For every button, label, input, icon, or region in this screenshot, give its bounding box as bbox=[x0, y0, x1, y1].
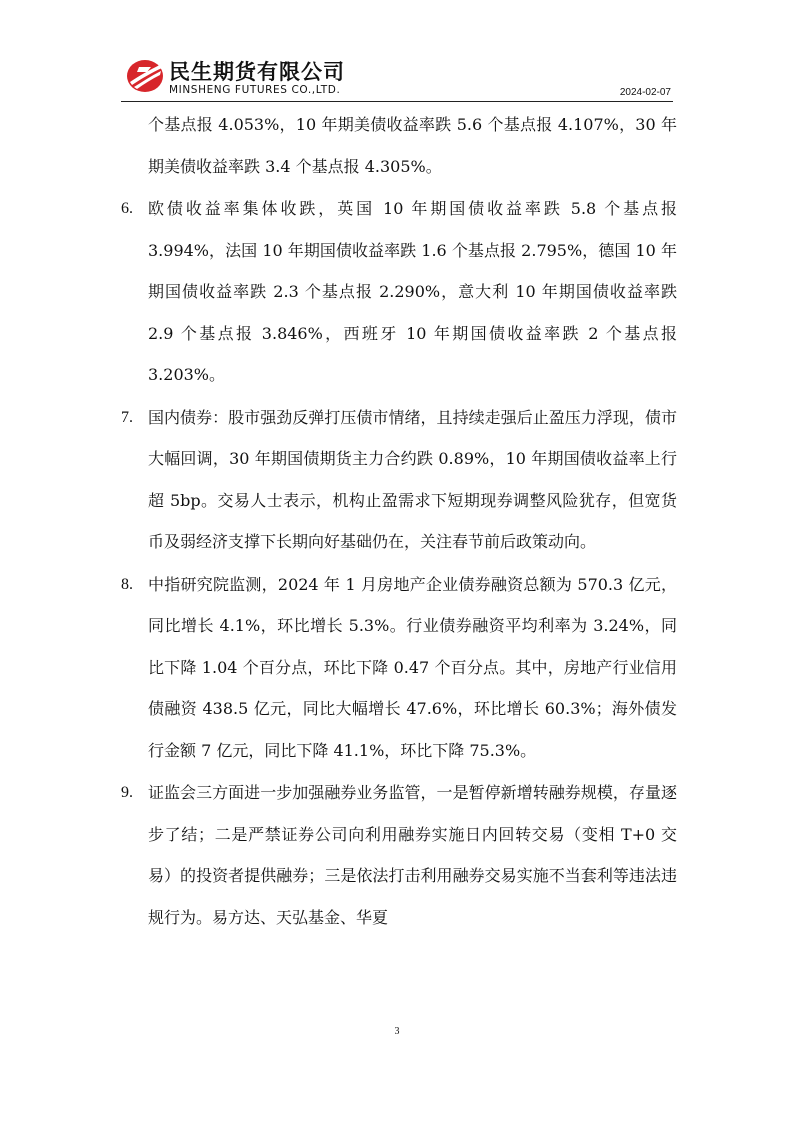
list-item-text: 中指研究院监测，2024 年 1 月房地产企业债券融资总额为 570.3 亿元，同比增长 4.1%，环比增长 5.3%。行业债券融资平均利率为 3.24%，同比下降 1.04 个百分点，环比下降 0.47 个百分点。其中，房地产行业信用债融资 438.5 亿元，同比大幅增长 47.6%，环比增长 60.3%；海外债发行金额 7 亿元，同比下降 41.1%，环比下降 75.3%。 bbox=[148, 574, 677, 760]
list-item-number: 9. bbox=[121, 784, 133, 801]
document-body bbox=[121, 104, 677, 939]
list-item-number: 8. bbox=[121, 575, 133, 593]
page-header bbox=[121, 52, 673, 102]
list-item bbox=[121, 397, 677, 563]
list-item bbox=[121, 564, 677, 772]
page-number: 3 bbox=[394, 1026, 400, 1037]
list-item-number: 7. bbox=[121, 408, 133, 426]
header-divider bbox=[121, 101, 673, 102]
report-date: 2024-02-07 bbox=[619, 87, 671, 98]
continuation-paragraph: 个基点报 4.053%，10 年期美债收益率跌 5.6 个基点报 4.107%，30 年期美债收益率跌 3.4 个基点报 4.305%。 bbox=[148, 115, 677, 176]
company-name-cn: 民生期货有限公司 bbox=[169, 60, 345, 84]
list-item-text: 国内债券：股市强劲反弹打压债市情绪，且持续走强后止盈压力浮现，债市大幅回调，30 年期国债期货主力合约跌 0.89%，10 年期国债收益率上行超 5bp。交易人士表示，机构止盈需求下短期现券调整风险犹存，但宽货币及弱经济支撑下长期向好基础仍在，关注春节前后政策动向。 bbox=[148, 407, 677, 551]
company-name-en: MINSHENG FUTURES CO.,LTD. bbox=[169, 84, 341, 96]
list-item bbox=[121, 188, 677, 396]
minsheng-logo-icon bbox=[125, 58, 165, 94]
list-item-text: 欧债收益率集体收跌，英国 10 年期国债收益率跌 5.8 个基点报 3.994%，法国 10 年期国债收益率跌 1.6 个基点报 2.795%，德国 10 年期国债收益率跌 2.3 个基点报 2.290%，意大利 10 年期国债收益率跌 2.9 个基点报 3.846%，西班牙 10 年期国债收益率跌 2 个基点报 3.203%。 bbox=[148, 199, 677, 384]
list-item-number: 6. bbox=[121, 200, 133, 217]
list-item bbox=[121, 772, 677, 938]
list-item-text: 证监会三方面进一步加强融券业务监管，一是暂停新增转融券规模，存量逐步了结；二是严禁证券公司向利用融券实施日内回转交易（变相 T+0 交易）的投资者提供融券；三是依法打击利用融券交易实施不当套利等违法违规行为。易方达、天弘基金、华夏 bbox=[148, 783, 677, 927]
